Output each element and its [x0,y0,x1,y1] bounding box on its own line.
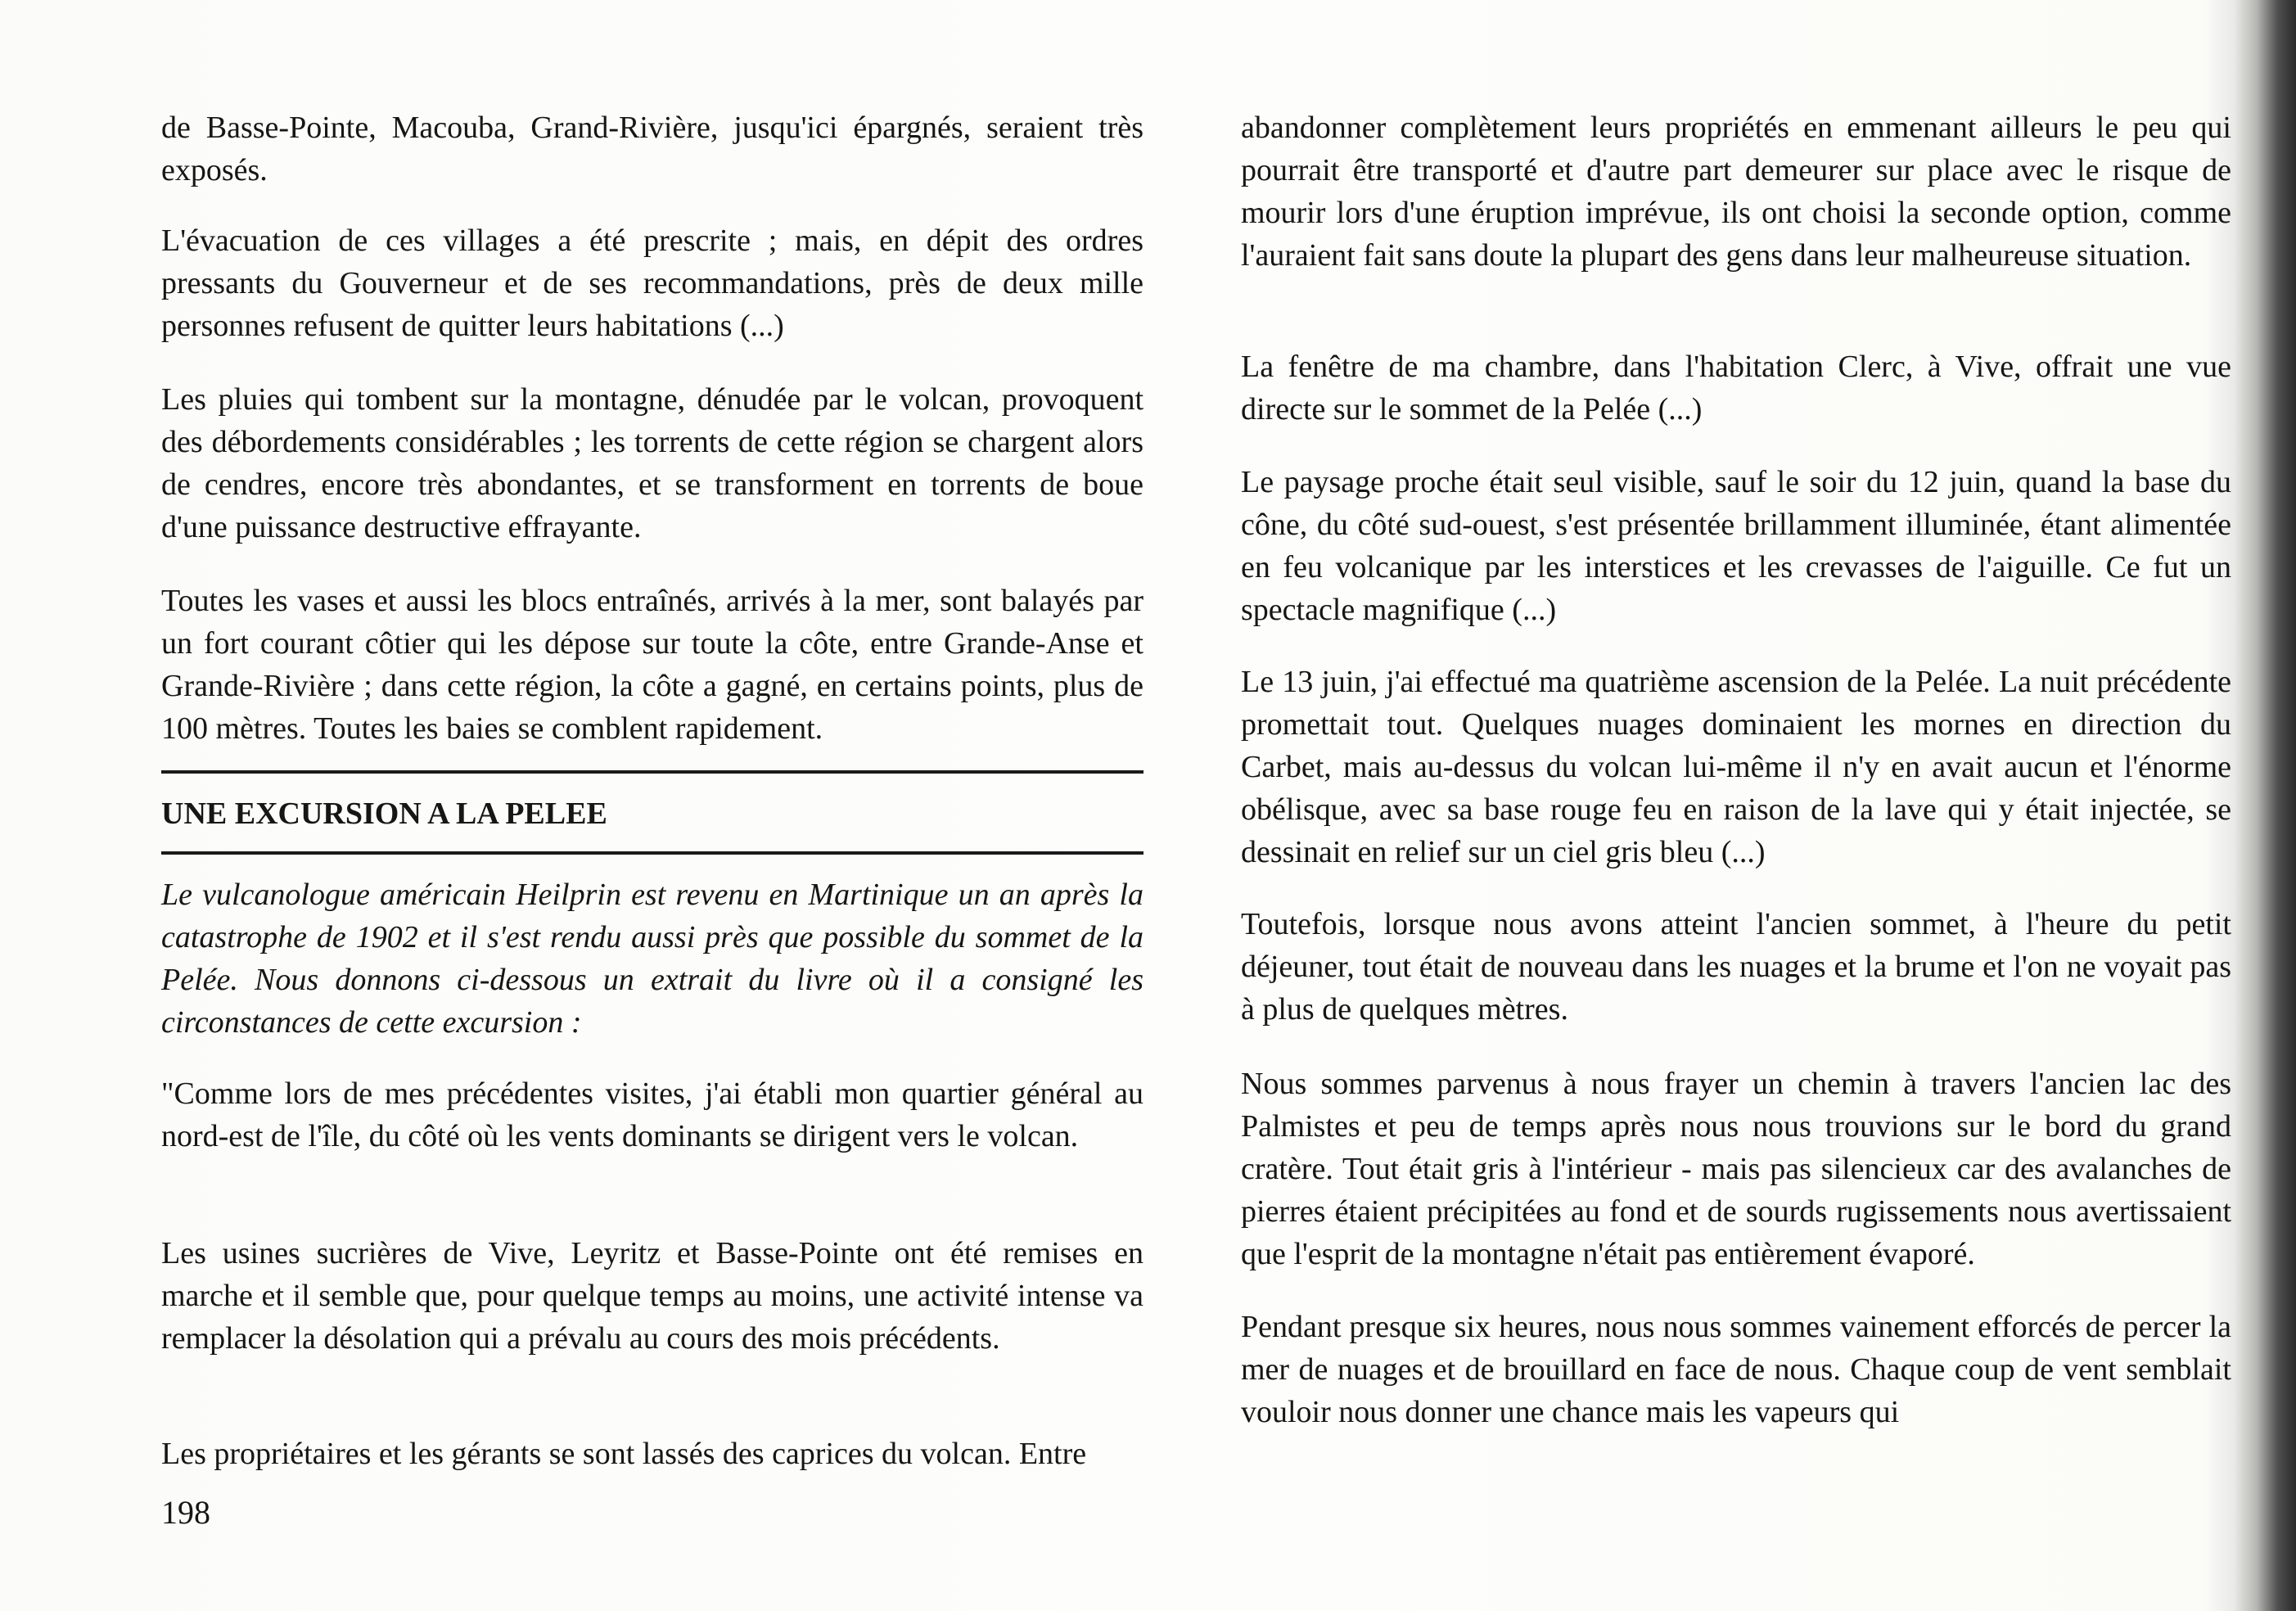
paragraph: Le 13 juin, j'ai effectué ma quatrième ascension de la Pelée. La nuit précédente promettait tout. Quelques nuages dominaient les mornes en direction du Carbet, mais au-dessus du volcan lui-même il n'y en avait aucun et l'énorme obélisque, avec sa base rouge feu en raison de la lave qui y était injectée, se dessinait en relief sur un ciel gris bleu (...) [1241,665,2231,869]
section-rule-bottom [161,851,1143,855]
section-heading: UNE EXCURSION A LA PELEE [161,796,607,831]
page-number: 198 [161,1494,210,1531]
paragraph: Les usines sucrières de Vive, Leyritz et Basse-Pointe ont été remises en marche et il semble que, pour quelque temps au moins, une activité intense va remplacer la désolation qui a prévalu au cours des mois précédents. [161,1236,1143,1356]
paragraph: Les pluies qui tombent sur la montagne, dénudée par le volcan, provoquent des débordements considérables ; les torrents de cette région se chargent alors de cendres, encore très abondantes, et se transforment en torrents de boue d'une puissance destructive effrayante. [161,382,1143,544]
paragraph: L'évacuation de ces villages a été prescrite ; mais, en dépit des ordres pressants du Gouverneur et de ses recommandations, près de deux mille personnes refusent de quitter leurs habitations (...) [161,223,1143,343]
paragraph: Pendant presque six heures, nous nous sommes vainement efforcés de percer la mer de nuages et de brouillard en face de nous. Chaque coup de vent semblait vouloir nous donner une chance mais les vapeurs qui [1241,1310,2231,1429]
paragraph: abandonner complètement leurs propriétés en emmenant ailleurs le peu qui pourrait être transporté et d'autre part demeurer sur place avec le risque de mourir lors d'une éruption imprévue, ils ont choisi la seconde option, comme l'auraient fait sans doute la plupart des gens dans leur malheureuse situation. [1241,111,2231,273]
paragraph: de Basse-Pointe, Macouba, Grand-Rivière, jusqu'ici épargnés, seraient très exposés. [161,111,1143,187]
paragraph: Toutefois, lorsque nous avons atteint l'ancien sommet, à l'heure du petit déjeuner, tout était de nouveau dans les nuages et la brume et l'on ne voyait pas à plus de quelques mètres. [1241,907,2231,1027]
section-rule-top [161,770,1143,774]
paragraph: Les propriétaires et les gérants se sont lassés des caprices du volcan. Entre [161,1437,1087,1471]
paragraph: Le paysage proche était seul visible, sauf le soir du 12 juin, quand la base du cône, du côté sud-ouest, s'est présentée brillamment illuminée, étant alimentée en feu volcanique par les interstices et les crevasses de l'aiguille. Ce fut un spectacle magnifique (...) [1241,465,2231,627]
paragraph: Toutes les vases et aussi les blocs entraînés, arrivés à la mer, sont balayés par un fort courant côtier qui les dépose sur toute la côte, entre Grande-Anse et Grande-Rivière ; dans cette région, la côte a gagné, en certains points, plus de 100 mètres. Toutes les baies se comblent rapidement. [161,584,1143,746]
paragraph: Nous sommes parvenus à nous frayer un chemin à travers l'ancien lac des Palmistes et peu de temps après nous nous trouvions sur le bord du grand cratère. Tout était gris à l'intérieur - mais pas silencieux car des avalanches de pierres étaient précipitées au fond et de sourds rugissements nous avertissaient que l'esprit de la montagne n'était pas entièrement évaporé. [1241,1067,2231,1271]
intro-italic-paragraph: Le vulcanologue américain Heilprin est revenu en Martinique un an après la catastrophe de 1902 et il s'est rendu aussi près que possible du sommet de la Pelée. Nous donnons ci-dessous un extrait du livre où il a consigné les circonstances de cette excursion : [161,878,1143,1040]
paragraph: La fenêtre de ma chambre, dans l'habitation Clerc, à Vive, offrait une vue directe sur le sommet de la Pelée (...) [1241,350,2231,426]
paragraph: "Comme lors de mes précédentes visites, j'ai établi mon quartier général au nord-est de l'île, du côté où les vents dominants se dirigent vers le volcan. [161,1076,1143,1153]
